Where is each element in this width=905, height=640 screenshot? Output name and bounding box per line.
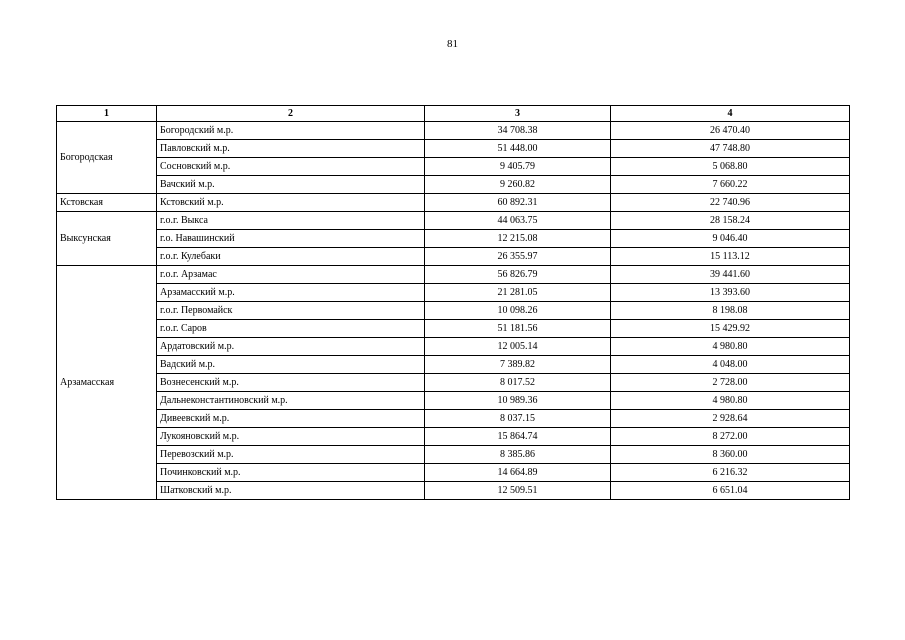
region-cell: Богородская (57, 122, 157, 194)
table-row (57, 482, 850, 500)
value-cell-col3: 21 281.05 (425, 284, 611, 302)
value-cell-col4: 7 660.22 (611, 176, 850, 194)
district-cell: Шатковский м.р. (157, 482, 425, 500)
district-cell: г.о.г. Кулебаки (157, 248, 425, 266)
value-cell-col3: 8 017.52 (425, 374, 611, 392)
district-cell: Дальнеконстантиновский м.р. (157, 392, 425, 410)
value-cell-col4: 4 980.80 (611, 338, 850, 356)
value-cell-col3: 44 063.75 (425, 212, 611, 230)
value-cell-col4: 22 740.96 (611, 194, 850, 212)
district-cell: Вадский м.р. (157, 356, 425, 374)
table-row (57, 356, 850, 374)
table-row (57, 428, 850, 446)
table-row (57, 410, 850, 428)
value-cell-col3: 8 037.15 (425, 410, 611, 428)
value-cell-col3: 12 215.08 (425, 230, 611, 248)
value-cell-col3: 12 005.14 (425, 338, 611, 356)
value-cell-col4: 4 048.00 (611, 356, 850, 374)
district-cell: Перевозский м.р. (157, 446, 425, 464)
value-cell-col4: 2 728.00 (611, 374, 850, 392)
district-cell: г.о.г. Саров (157, 320, 425, 338)
region-cell: Арзамасская (57, 266, 157, 500)
district-cell: г.о.г. Выкса (157, 212, 425, 230)
district-cell: Вознесенский м.р. (157, 374, 425, 392)
region-cell: Кстовская (57, 194, 157, 212)
district-cell: Ардатовский м.р. (157, 338, 425, 356)
value-cell-col4: 28 158.24 (611, 212, 850, 230)
value-cell-col4: 15 113.12 (611, 248, 850, 266)
value-cell-col4: 6 651.04 (611, 482, 850, 500)
table-row (57, 176, 850, 194)
district-cell: Починковский м.р. (157, 464, 425, 482)
data-table (56, 105, 850, 500)
table-row (57, 266, 850, 284)
value-cell-col3: 26 355.97 (425, 248, 611, 266)
district-cell: Вачский м.р. (157, 176, 425, 194)
value-cell-col3: 15 864.74 (425, 428, 611, 446)
value-cell-col4: 47 748.80 (611, 140, 850, 158)
table-row (57, 374, 850, 392)
region-cell: Выксунская (57, 212, 157, 266)
value-cell-col4: 39 441.60 (611, 266, 850, 284)
value-cell-col3: 14 664.89 (425, 464, 611, 482)
value-cell-col3: 10 989.36 (425, 392, 611, 410)
value-cell-col3: 12 509.51 (425, 482, 611, 500)
district-cell: Лукояновский м.р. (157, 428, 425, 446)
header-row (57, 106, 850, 122)
value-cell-col4: 4 980.80 (611, 392, 850, 410)
value-cell-col4: 13 393.60 (611, 284, 850, 302)
value-cell-col4: 8 360.00 (611, 446, 850, 464)
table-row (57, 230, 850, 248)
district-cell: г.о. Навашинский (157, 230, 425, 248)
value-cell-col4: 2 928.64 (611, 410, 850, 428)
value-cell-col4: 8 272.00 (611, 428, 850, 446)
table-row (57, 140, 850, 158)
value-cell-col3: 10 098.26 (425, 302, 611, 320)
table-row (57, 302, 850, 320)
table-row (57, 392, 850, 410)
table-row (57, 320, 850, 338)
table-row (57, 248, 850, 266)
table-row (57, 194, 850, 212)
value-cell-col3: 8 385.86 (425, 446, 611, 464)
value-cell-col3: 60 892.31 (425, 194, 611, 212)
value-cell-col4: 5 068.80 (611, 158, 850, 176)
table-body (57, 122, 850, 500)
value-cell-col3: 34 708.38 (425, 122, 611, 140)
value-cell-col3: 56 826.79 (425, 266, 611, 284)
value-cell-col4: 6 216.32 (611, 464, 850, 482)
district-cell: Дивеевский м.р. (157, 410, 425, 428)
district-cell: Богородский м.р. (157, 122, 425, 140)
district-cell: Арзамасский м.р. (157, 284, 425, 302)
table-row (57, 464, 850, 482)
table-row (57, 284, 850, 302)
value-cell-col3: 9 405.79 (425, 158, 611, 176)
district-cell: Кстовский м.р. (157, 194, 425, 212)
value-cell-col4: 9 046.40 (611, 230, 850, 248)
district-cell: г.о.г. Первомайск (157, 302, 425, 320)
table-row (57, 122, 850, 140)
value-cell-col3: 51 181.56 (425, 320, 611, 338)
value-cell-col4: 8 198.08 (611, 302, 850, 320)
header-cell-3: 3 (425, 106, 611, 122)
value-cell-col3: 9 260.82 (425, 176, 611, 194)
value-cell-col3: 51 448.00 (425, 140, 611, 158)
table-row (57, 338, 850, 356)
value-cell-col4: 26 470.40 (611, 122, 850, 140)
value-cell-col3: 7 389.82 (425, 356, 611, 374)
district-cell: Павловский м.р. (157, 140, 425, 158)
table-row (57, 158, 850, 176)
district-cell: г.о.г. Арзамас (157, 266, 425, 284)
header-cell-2: 2 (157, 106, 425, 122)
table-row (57, 446, 850, 464)
page-number: 81 (447, 38, 458, 50)
table-row (57, 212, 850, 230)
header-cell-4: 4 (611, 106, 850, 122)
district-cell: Сосновский м.р. (157, 158, 425, 176)
value-cell-col4: 15 429.92 (611, 320, 850, 338)
header-cell-1: 1 (57, 106, 157, 122)
